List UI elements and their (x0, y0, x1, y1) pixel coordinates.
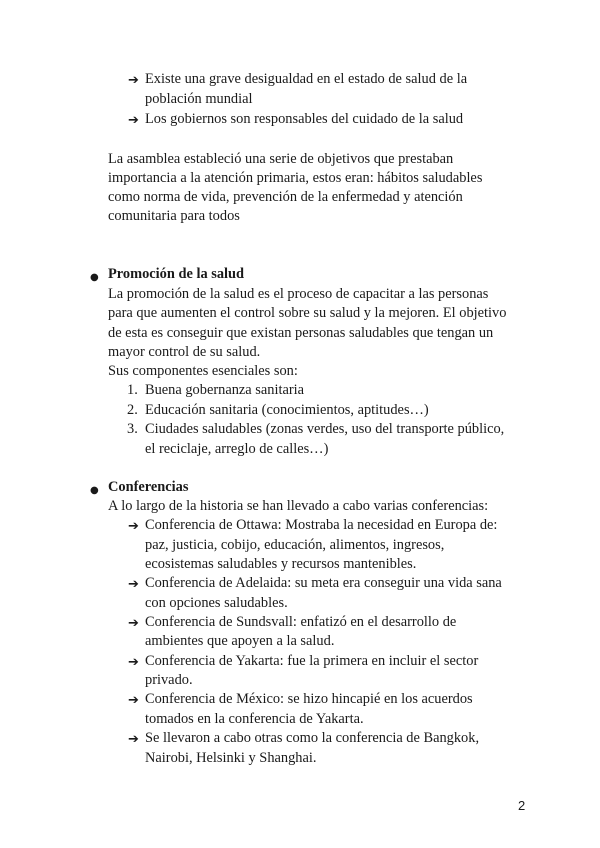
conference-item-line: Se llevaron a cabo otras como la conferencia de Bangkok, (145, 730, 480, 746)
paragraph-line: importancia a la atención primaria, estos eran: hábitos saludables (108, 170, 483, 186)
paragraph-line: mayor control de su salud. (108, 344, 261, 360)
paragraph-line: La promoción de la salud es el proceso de capacitar a las personas (108, 286, 489, 302)
list-item-line: población mundial (145, 91, 253, 107)
conferences-intro: A lo largo de la historia se han llevado a cabo varias conferencias: (108, 498, 489, 514)
bullet-icon: ● (90, 272, 99, 283)
conference-item-line: Conferencia de Yakarta: fue la primera en incluir el sector (145, 653, 479, 669)
conference-item-line: Conferencia de Adelaida: su meta era conseguir una vida sana (145, 575, 502, 591)
conference-item-line: Conferencia de Sundsvall: enfatizó en el desarrollo de (145, 614, 457, 630)
numbered-item-line: Ciudades saludables (zonas verdes, uso del transporte público, (145, 421, 505, 437)
numbered-item-line: Buena gobernanza sanitaria (145, 382, 305, 398)
components-intro: Sus componentes esenciales son: (108, 363, 298, 379)
conference-item-line: ambientes que apoyen a la salud. (145, 633, 335, 649)
list-item-line: Los gobiernos son responsables del cuidado de la salud (145, 111, 464, 127)
list-number: 3. (127, 421, 138, 437)
paragraph-line: comunitaria para todos (108, 208, 240, 224)
arrow-icon: ➔ (128, 113, 139, 128)
arrow-icon: ➔ (128, 732, 139, 747)
paragraph-line: de esta es conseguir que existan personas saludables que tengan un (108, 325, 494, 341)
list-number: 1. (127, 382, 138, 398)
numbered-item-line: el reciclaje, arreglo de calles…) (145, 441, 329, 457)
section-heading: Promoción de la salud (108, 266, 245, 282)
conference-item-line: paz, justicia, cobijo, educación, alimentos, ingresos, (145, 537, 445, 553)
bullet-icon: ● (90, 485, 99, 496)
arrow-icon: ➔ (128, 693, 139, 708)
page-number: 2 (518, 798, 526, 813)
paragraph-line: como norma de vida, prevención de la enfermedad y atención (108, 189, 463, 205)
conference-item-line: privado. (145, 672, 193, 688)
conference-item-line: con opciones saludables. (145, 595, 288, 611)
list-item-line: Existe una grave desigualdad en el estado de salud de la (145, 71, 468, 87)
arrow-icon: ➔ (128, 577, 139, 592)
arrow-icon: ➔ (128, 519, 139, 534)
section-heading: Conferencias (108, 479, 189, 495)
arrow-icon: ➔ (128, 655, 139, 670)
list-number: 2. (127, 402, 138, 418)
arrow-icon: ➔ (128, 73, 139, 88)
conference-item-line: tomados en la conferencia de Yakarta. (145, 711, 364, 727)
arrow-icon: ➔ (128, 616, 139, 631)
conference-item-line: Conferencia de México: se hizo hincapié en los acuerdos (145, 691, 473, 707)
conference-item-line: Nairobi, Helsinki y Shanghai. (145, 750, 317, 766)
paragraph-line: La asamblea estableció una serie de objetivos que prestaban (108, 151, 454, 167)
paragraph-line: para que aumenten el control sobre su salud y la mejoren. El objetivo (108, 305, 507, 321)
conference-item-line: Conferencia de Ottawa: Mostraba la necesidad en Europa de: (145, 517, 498, 533)
conference-item-line: ecosistemas saludables y recursos mantenibles. (145, 556, 417, 572)
numbered-item-line: Educación sanitaria (conocimientos, aptitudes…) (145, 402, 429, 418)
